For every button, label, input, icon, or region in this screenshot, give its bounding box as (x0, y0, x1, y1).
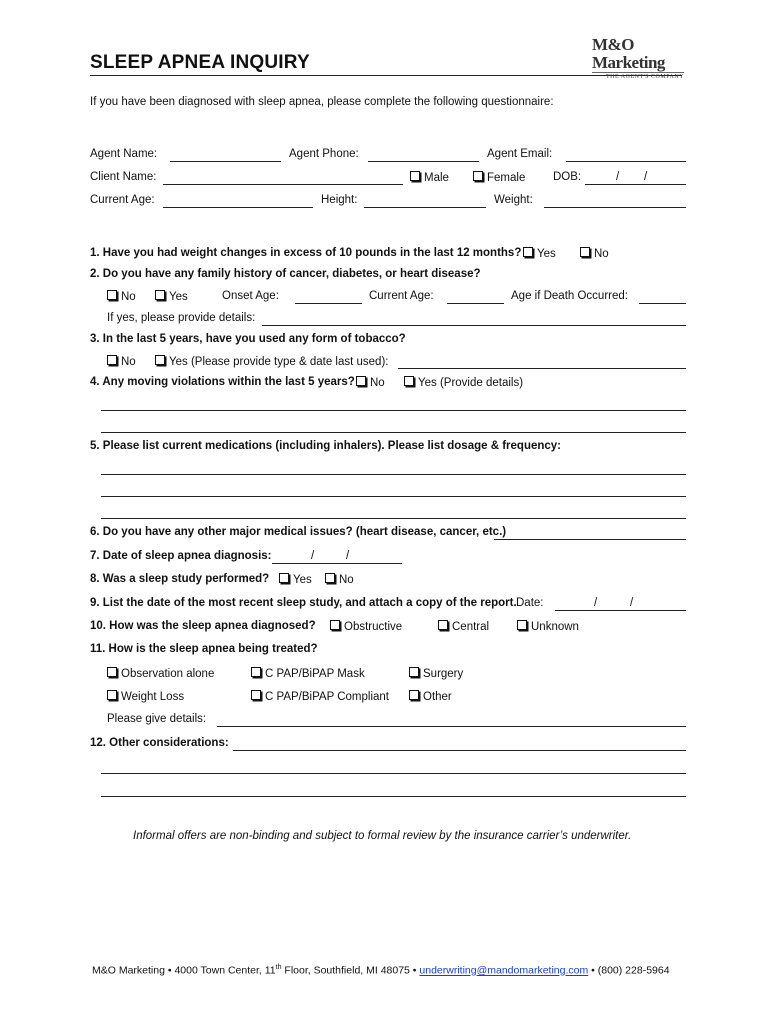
question-12: 12. Other considerations: (90, 737, 229, 749)
q2-details-field[interactable] (262, 325, 686, 326)
q8-no-label: No (339, 574, 354, 586)
q4-no-label: No (370, 377, 385, 389)
agent-phone-label: Agent Phone: (289, 148, 359, 160)
q1-no-label: No (594, 248, 609, 260)
footer-address: M&O Marketing • 4000 Town Center, 11 (92, 964, 276, 977)
disclaimer: Informal offers are non-binding and subject to formal review by the insurance carrier’s underwriter. (133, 830, 632, 842)
q3-no-checkbox[interactable] (107, 355, 117, 365)
surgery-option[interactable] (409, 667, 463, 680)
question-5: 5. Please list current medications (including inhalers). Please list dosage & frequency: (90, 440, 562, 452)
unknown-label: Unknown (531, 621, 579, 633)
central-label: Central (452, 621, 490, 633)
weight-field[interactable] (544, 207, 686, 208)
obstructive-label: Obstructive (344, 621, 403, 633)
other-considerations-line-2[interactable] (101, 773, 686, 774)
other-considerations-line-1[interactable] (233, 750, 686, 751)
logo-tagline: THE AGENT'S COMPANY (592, 72, 684, 80)
study-slash-2: / (630, 597, 634, 609)
weight-loss-label: Weight Loss (121, 691, 185, 703)
dob-slash-1: / (616, 171, 620, 183)
study-slash-1: / (594, 597, 598, 609)
height-label: Height: (321, 194, 358, 206)
dob-label: DOB: (553, 171, 582, 183)
q2-current-age-field[interactable] (447, 303, 504, 304)
q3-yes-checkbox[interactable] (155, 355, 165, 365)
cpap-mask-label: C PAP/BiPAP Mask (265, 668, 365, 680)
medications-line-3[interactable] (101, 518, 686, 519)
dob-slash-2: / (644, 171, 648, 183)
question-8: 8. Was a sleep study performed? (90, 573, 270, 585)
q4-yes-checkbox[interactable] (404, 376, 414, 386)
diagnosis-slash-1: / (311, 550, 315, 562)
client-name-label: Client Name: (90, 171, 157, 183)
current-age-field[interactable] (163, 207, 313, 208)
q8-yes-option[interactable] (279, 573, 312, 586)
question-2: 2. Do you have any family history of cancer, diabetes, or heart disease? (90, 268, 481, 280)
agent-email-label: Agent Email: (487, 148, 553, 160)
question-6: 6. Do you have any other major medical issues? (heart disease, cancer, etc.) (90, 526, 507, 538)
logo-name: M&O Marketing (592, 35, 665, 72)
other-option[interactable] (409, 690, 452, 703)
q2-no-option[interactable] (107, 290, 136, 303)
q2-details-label: If yes, please provide details: (107, 312, 256, 324)
weight-loss-checkbox[interactable] (107, 690, 117, 700)
observation-label: Observation alone (121, 668, 215, 680)
study-date-label: Date: (516, 597, 544, 609)
q8-yes-checkbox[interactable] (279, 573, 289, 583)
footer-address-cont: Floor, Southfield, MI 48075 • (281, 964, 420, 977)
q3-yes-option[interactable] (155, 355, 388, 368)
other-label: Other (423, 691, 452, 703)
q3-yes-label: Yes (Please provide type & date last used): (169, 356, 389, 368)
q2-current-age-label: Current Age: (369, 290, 434, 302)
study-date-field[interactable] (555, 610, 686, 611)
q2-yes-checkbox[interactable] (155, 290, 165, 300)
death-age-label: Age if Death Occurred: (511, 290, 628, 302)
height-field[interactable] (364, 207, 486, 208)
q4-details-line-1[interactable] (101, 410, 686, 411)
agent-phone-field[interactable] (368, 161, 479, 162)
obstructive-option[interactable] (330, 620, 402, 633)
q4-details-line-2[interactable] (101, 432, 686, 433)
q1-no-option[interactable] (580, 247, 609, 260)
surgery-label: Surgery (423, 668, 464, 680)
current-age-label: Current Age: (90, 194, 155, 206)
other-checkbox[interactable] (409, 690, 419, 700)
question-7: 7. Date of sleep apnea diagnosis: (90, 550, 272, 562)
treatment-details-label: Please give details: (107, 713, 207, 725)
male-label: Male (424, 172, 449, 184)
page-title: SLEEP APNEA INQUIRY (90, 52, 310, 73)
cpap-compliant-option[interactable] (251, 690, 389, 703)
title-rule (90, 75, 682, 76)
agent-email-field[interactable] (566, 161, 686, 162)
dob-field[interactable] (585, 184, 686, 185)
male-option[interactable] (410, 171, 449, 184)
q2-no-checkbox[interactable] (107, 290, 117, 300)
q8-no-option[interactable] (325, 573, 354, 586)
agent-name-field[interactable] (170, 161, 281, 162)
client-name-field[interactable] (163, 184, 403, 185)
q1-yes-option[interactable] (523, 247, 556, 260)
question-9: 9. List the date of the most recent sleep study, and attach a copy of the report. (90, 597, 517, 609)
medical-issues-field[interactable] (494, 539, 686, 540)
q4-yes-label: Yes (Provide details) (418, 377, 524, 389)
q4-yes-option[interactable] (404, 376, 523, 389)
q3-no-option[interactable] (107, 355, 136, 368)
footer-phone: • (800) 228-5964 (588, 964, 670, 977)
question-3: 3. In the last 5 years, have you used any form of tobacco? (90, 333, 406, 345)
onset-age-field[interactable] (295, 303, 362, 304)
treatment-details-field[interactable] (217, 726, 686, 727)
q3-no-label: No (121, 356, 136, 368)
central-checkbox[interactable] (438, 620, 448, 630)
medications-line-1[interactable] (101, 474, 686, 475)
question-10: 10. How was the sleep apnea diagnosed? (90, 620, 316, 632)
footer (92, 964, 670, 977)
q1-yes-label: Yes (537, 248, 556, 260)
q4-no-option[interactable] (356, 376, 385, 389)
central-option[interactable] (438, 620, 489, 633)
question-11: 11. How is the sleep apnea being treated? (90, 643, 318, 655)
q4-no-checkbox[interactable] (356, 376, 366, 386)
q8-no-checkbox[interactable] (325, 573, 335, 583)
male-checkbox[interactable] (410, 171, 420, 181)
q8-yes-label: Yes (293, 574, 312, 586)
q1-no-checkbox[interactable] (580, 247, 590, 257)
other-considerations-line-3[interactable] (101, 796, 686, 797)
female-option[interactable] (473, 171, 525, 184)
weight-label: Weight: (494, 194, 533, 206)
diagnosis-date-field[interactable] (272, 563, 402, 564)
company-logo (592, 35, 684, 80)
footer-superscript: th (275, 964, 282, 971)
intro-text: If you have been diagnosed with sleep apnea, please complete the following questionnaire: (90, 96, 554, 108)
q1-yes-checkbox[interactable] (523, 247, 533, 257)
surgery-checkbox[interactable] (409, 667, 419, 677)
question-1: 1. Have you had weight changes in excess of 10 pounds in the last 12 months? (90, 247, 522, 259)
observation-option[interactable] (107, 667, 214, 680)
female-label: Female (487, 172, 526, 184)
female-checkbox[interactable] (473, 171, 483, 181)
medications-line-2[interactable] (101, 496, 686, 497)
agent-name-label: Agent Name: (90, 148, 158, 160)
weight-loss-option[interactable] (107, 690, 184, 703)
footer-email-link[interactable]: underwriting@mandomarketing.com (419, 964, 589, 977)
tobacco-details-field[interactable] (398, 368, 686, 369)
q2-yes-option[interactable] (155, 290, 188, 303)
onset-age-label: Onset Age: (222, 290, 279, 302)
unknown-checkbox[interactable] (517, 620, 527, 630)
cpap-compliant-label: C PAP/BiPAP Compliant (265, 691, 389, 703)
cpap-mask-checkbox[interactable] (251, 667, 261, 677)
diagnosis-slash-2: / (346, 550, 350, 562)
cpap-compliant-checkbox[interactable] (251, 690, 261, 700)
question-4: 4. Any moving violations within the last 5 years? (90, 376, 355, 388)
obstructive-checkbox[interactable] (330, 620, 340, 630)
death-age-field[interactable] (639, 303, 686, 304)
q2-yes-label: Yes (169, 291, 188, 303)
cpap-mask-option[interactable] (251, 667, 365, 680)
q2-no-label: No (121, 291, 136, 303)
unknown-option[interactable] (517, 620, 579, 633)
observation-checkbox[interactable] (107, 667, 117, 677)
